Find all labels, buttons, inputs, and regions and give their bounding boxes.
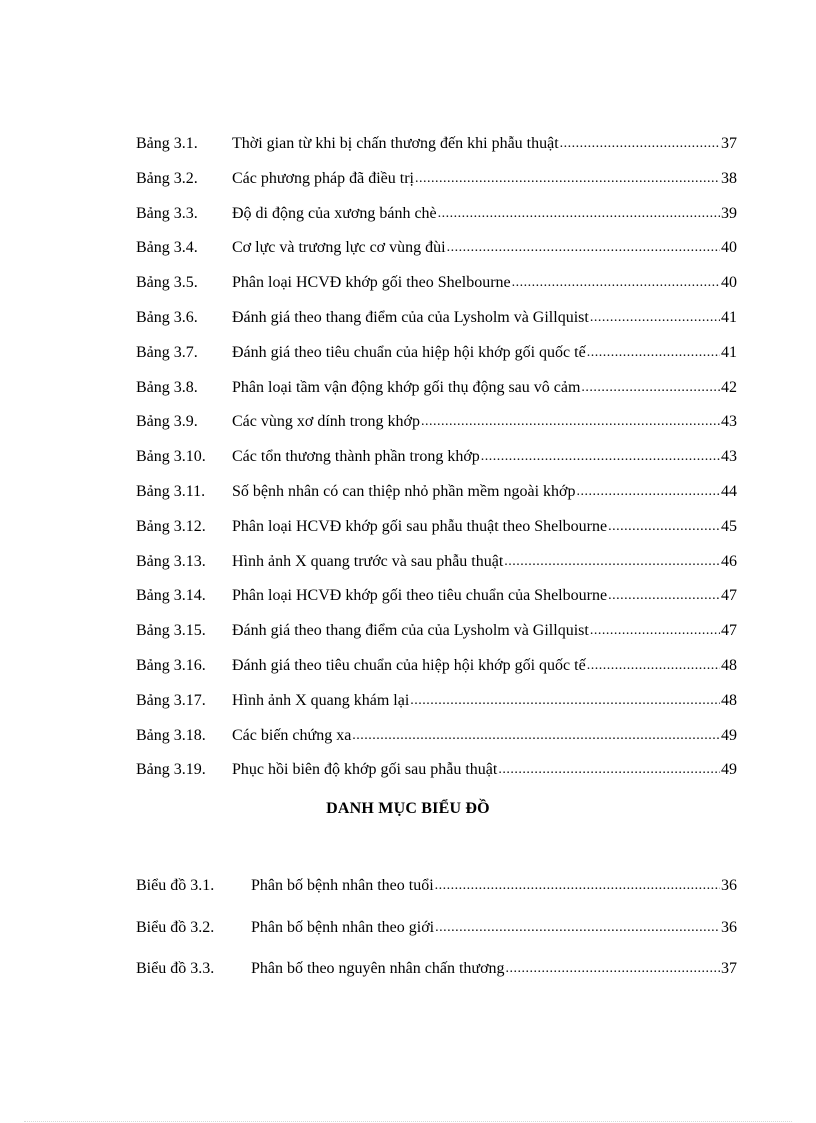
toc-entry-table [136, 550, 737, 585]
entry-title: Các tổn thương thành phần trong khớp [232, 448, 480, 466]
entry-page-number: 41 [721, 343, 737, 361]
entry-number: Bảng 3.11. [136, 482, 206, 500]
toc-entry-table [136, 724, 737, 759]
entry-page-number: 47 [721, 587, 737, 605]
toc-entry-table [136, 515, 737, 550]
leader-dots [587, 653, 720, 678]
leader-dots [498, 757, 720, 782]
leader-dots [352, 723, 720, 748]
entry-title: Thời gian từ khi bị chấn thương đến khi phẫu thuật [232, 135, 559, 152]
entry-title: Phân loại HCVĐ khớp gối theo Shelbourne [232, 274, 511, 292]
entry-number: Bảng 3.4. [136, 239, 198, 257]
leader-dots [447, 235, 720, 260]
entry-number: Bảng 3.7. [136, 343, 198, 361]
entry-page-number: 48 [721, 656, 737, 674]
entry-page-number: 45 [721, 517, 737, 535]
entry-title: Phân loại HCVĐ khớp gối sau phẫu thuật theo Shelbourne [232, 517, 608, 535]
toc-entry-table [136, 132, 737, 167]
entry-number: Bảng 3.5. [136, 274, 198, 292]
entry-page-number: 49 [721, 726, 737, 744]
entry-title: Các vùng xơ dính trong khớp [232, 413, 421, 431]
toc-entry-table [136, 306, 737, 341]
entry-page-number: 39 [721, 204, 737, 222]
leader-dots [410, 688, 720, 713]
entry-number: Bảng 3.19. [136, 761, 206, 779]
toc-entry-chart [136, 916, 737, 958]
entry-page-number: 38 [721, 169, 737, 187]
toc-entry-table [136, 758, 737, 793]
leader-dots [590, 305, 720, 330]
leader-dots [421, 409, 720, 434]
entry-number: Bảng 3.9. [136, 413, 198, 431]
entry-title: Hình ảnh X quang trước và sau phẫu thuật [232, 552, 504, 570]
entry-number: Bảng 3.18. [136, 726, 206, 744]
entry-page-number: 40 [721, 239, 737, 257]
entry-page-number: 48 [721, 691, 737, 709]
leader-dots [608, 583, 720, 608]
leader-dots [608, 514, 720, 539]
leader-dots [590, 618, 720, 643]
table-list [136, 132, 737, 793]
toc-entry-table [136, 689, 737, 724]
toc-entry-table [136, 376, 737, 411]
entry-page-number: 42 [721, 378, 737, 396]
entry-number: Biểu đồ 3.3. [136, 960, 215, 977]
entry-page-number: 41 [721, 308, 737, 326]
entry-number: Bảng 3.16. [136, 656, 206, 674]
leader-dots [577, 479, 721, 504]
entry-page-number: 36 [721, 918, 737, 936]
entry-title: Đánh giá theo tiêu chuẩn của hiệp hội khớp gối quốc tế [232, 656, 586, 674]
page-bottom-divider [24, 1121, 792, 1122]
entry-number: Biểu đồ 3.1. [136, 877, 215, 894]
chart-list [136, 874, 737, 999]
entry-number: Bảng 3.10. [136, 448, 206, 466]
entry-number: Bảng 3.1. [136, 135, 198, 152]
entry-number: Bảng 3.14. [136, 587, 206, 605]
entry-number: Bảng 3.13. [136, 552, 206, 570]
entry-title: Phân loại tầm vận động khớp gối thụ động sau vô cảm [232, 378, 581, 396]
entry-page-number: 43 [721, 448, 737, 466]
toc-entry-table [136, 584, 737, 619]
toc-entry-table [136, 167, 737, 202]
entry-number: Bảng 3.15. [136, 622, 206, 640]
entry-title: Cơ lực và trương lực cơ vùng đùi [232, 239, 446, 257]
toc-entry-table [136, 202, 737, 237]
entry-number: Bảng 3.2. [136, 169, 198, 187]
entry-number: Bảng 3.12. [136, 517, 206, 535]
entry-title: Phân bố bệnh nhân theo tuổi [251, 877, 434, 894]
toc-entry-table [136, 271, 737, 306]
toc-entry-chart [136, 957, 737, 999]
entry-page-number: 49 [721, 761, 737, 779]
entry-page-number: 37 [721, 135, 737, 152]
entry-number: Bảng 3.3. [136, 204, 198, 222]
entry-title: Phục hồi biên độ khớp gối sau phẫu thuật [232, 761, 498, 779]
entry-title: Đánh giá theo thang điểm của của Lysholm và Gillquist [232, 622, 589, 640]
entry-page-number: 43 [721, 413, 737, 431]
entry-page-number: 44 [721, 482, 737, 500]
leader-dots [435, 873, 720, 898]
charts-section-heading: DANH MỤC BIỂU ĐỒ [326, 800, 490, 817]
entry-page-number: 47 [721, 622, 737, 640]
entry-title: Số bệnh nhân có can thiệp nhỏ phần mềm ngoài khớp [232, 482, 576, 500]
toc-entry-chart [136, 874, 737, 916]
toc-entry-table [136, 480, 737, 515]
leader-dots [512, 270, 720, 295]
leader-dots [435, 915, 720, 940]
entry-title: Đánh giá theo thang điểm của của Lysholm và Gillquist [232, 308, 589, 326]
leader-dots [415, 166, 720, 191]
toc-entry-table [136, 410, 737, 445]
entry-title: Đánh giá theo tiêu chuẩn của hiệp hội khớp gối quốc tế [232, 343, 586, 361]
leader-dots [581, 375, 720, 400]
leader-dots [481, 444, 720, 469]
entry-number: Bảng 3.6. [136, 308, 198, 326]
entry-page-number: 37 [721, 960, 737, 977]
entry-title: Các phương pháp đã điều trị [232, 169, 414, 187]
entry-title: Phân bố bệnh nhân theo giới [251, 918, 435, 936]
entry-title: Các biến chứng xa [232, 726, 352, 744]
entry-title: Độ di động của xương bánh chè [232, 204, 437, 222]
entry-page-number: 36 [721, 877, 737, 894]
toc-entry-table [136, 619, 737, 654]
entry-number: Biểu đồ 3.2. [136, 918, 215, 936]
leader-dots [438, 201, 720, 226]
entry-number: Bảng 3.8. [136, 378, 198, 396]
leader-dots [506, 956, 720, 981]
toc-entry-table [136, 445, 737, 480]
leader-dots [560, 131, 720, 156]
entry-number: Bảng 3.17. [136, 691, 206, 709]
entry-title: Phân loại HCVĐ khớp gối theo tiêu chuẩn của Shelbourne [232, 587, 608, 605]
toc-entry-table [136, 654, 737, 689]
entry-page-number: 46 [721, 552, 737, 570]
entry-page-number: 40 [721, 274, 737, 292]
toc-entry-table [136, 236, 737, 271]
entry-title: Phân bố theo nguyên nhân chấn thương [251, 960, 505, 977]
leader-dots [504, 549, 720, 574]
toc-entry-table [136, 341, 737, 376]
leader-dots [587, 340, 720, 365]
entry-title: Hình ảnh X quang khám lại [232, 691, 410, 709]
